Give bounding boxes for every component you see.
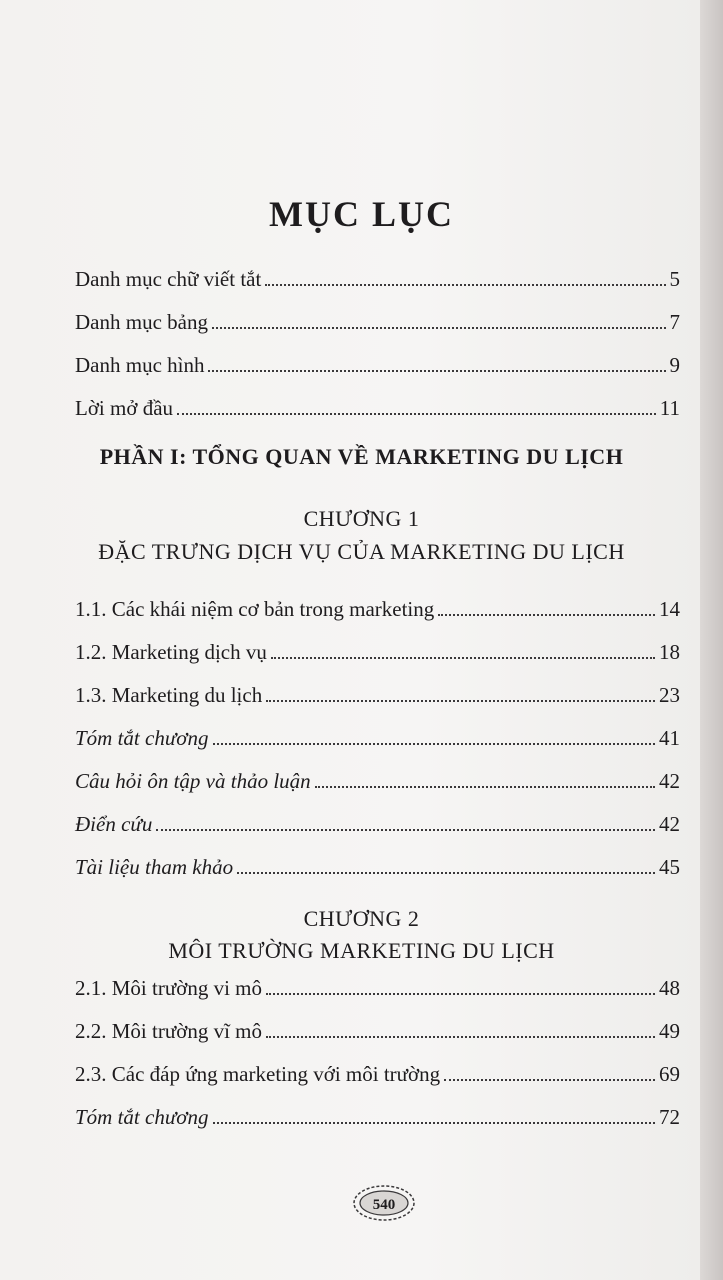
toc-entry-label: 2.3. Các đáp ứng marketing với môi trường xyxy=(75,1062,441,1086)
toc-entry-label: Lời mở đầu xyxy=(75,396,174,420)
dot-leader xyxy=(265,284,665,286)
dot-leader xyxy=(271,657,655,659)
toc-entry-page: 9 xyxy=(669,353,680,377)
toc-entry-page: 49 xyxy=(659,1019,680,1043)
chapter-heading: CHƯƠNG 2 xyxy=(303,906,420,931)
toc-entry-label: Câu hỏi ôn tập và thảo luận xyxy=(75,769,311,793)
dot-leader xyxy=(444,1079,655,1081)
toc-entry-label: Tài liệu tham khảo xyxy=(75,855,234,879)
toc-title: MỤC LỤC xyxy=(269,194,454,234)
chapter-heading: CHƯƠNG 1 xyxy=(303,506,420,531)
toc-entry-page: 41 xyxy=(659,726,680,750)
toc-entry-label: 2.2. Môi trường vĩ mô xyxy=(75,1019,262,1043)
toc-entry xyxy=(75,631,680,665)
page-number: 540 xyxy=(372,1197,396,1213)
page-number-ornament xyxy=(352,1183,416,1223)
chapter-title: MÔI TRƯỜNG MARKETING DU LỊCH xyxy=(168,938,555,963)
toc-entry-page: 45 xyxy=(659,855,680,879)
toc-entry xyxy=(75,387,680,421)
toc-entry xyxy=(75,760,680,794)
toc-entry-label: Tóm tắt chương xyxy=(75,726,209,750)
toc-entry-label: 1.1. Các khái niệm cơ bản trong marketing xyxy=(75,597,435,621)
toc-entry-page: 14 xyxy=(659,597,680,621)
toc-entry-label: Danh mục chữ viết tắt xyxy=(75,267,262,291)
toc-entry-label: 1.3. Marketing du lịch xyxy=(75,683,263,707)
toc-entry xyxy=(75,803,680,837)
toc-entry xyxy=(75,258,680,292)
dot-leader xyxy=(156,829,655,831)
toc-entry-label: Danh mục hình xyxy=(75,353,205,377)
toc-entry-page: 23 xyxy=(659,683,680,707)
toc-entry xyxy=(75,967,680,1001)
dot-leader xyxy=(315,786,655,788)
toc-entry-label: 1.2. Marketing dịch vụ xyxy=(75,640,267,664)
toc-entry-page: 42 xyxy=(659,812,680,836)
dot-leader xyxy=(212,327,666,329)
toc-entry-page: 42 xyxy=(659,769,680,793)
toc-entry-page: 48 xyxy=(659,976,680,1000)
dot-leader xyxy=(213,743,656,745)
toc-entry-label: Danh mục bảng xyxy=(75,310,208,334)
toc-entry xyxy=(75,846,680,880)
toc-entry-page: 69 xyxy=(659,1062,680,1086)
dot-leader xyxy=(213,1122,656,1124)
dot-leader xyxy=(177,413,656,415)
dot-leader xyxy=(208,370,665,372)
part-title: PHẦN I: TỔNG QUAN VỀ MARKETING DU LỊCH xyxy=(99,444,624,469)
page-edge xyxy=(700,0,723,1280)
toc-entry xyxy=(75,1053,680,1087)
toc-entry-page: 18 xyxy=(659,640,680,664)
dot-leader xyxy=(237,872,655,874)
toc-entry xyxy=(75,1010,680,1044)
dot-leader xyxy=(266,700,655,702)
toc-entry xyxy=(75,344,680,378)
dot-leader xyxy=(266,1036,655,1038)
dot-leader xyxy=(438,614,655,616)
toc-entry-page: 72 xyxy=(659,1105,680,1129)
toc-entry xyxy=(75,588,680,622)
toc-entry xyxy=(75,717,680,751)
toc-entry-page: 11 xyxy=(659,396,680,420)
toc-entry-label: 2.1. Môi trường vi mô xyxy=(75,976,262,1000)
chapter-title: ĐẶC TRƯNG DỊCH VỤ CỦA MARKETING DU LỊCH xyxy=(98,539,625,564)
toc-entry xyxy=(75,674,680,708)
toc-entry xyxy=(75,301,680,335)
toc-entry xyxy=(75,1096,680,1130)
toc-entry-label: Điển cứu xyxy=(75,812,153,836)
dot-leader xyxy=(266,993,655,995)
toc-entry-page: 5 xyxy=(669,267,680,291)
toc-entry-label: Tóm tắt chương xyxy=(75,1105,209,1129)
toc-entry-page: 7 xyxy=(669,310,680,334)
